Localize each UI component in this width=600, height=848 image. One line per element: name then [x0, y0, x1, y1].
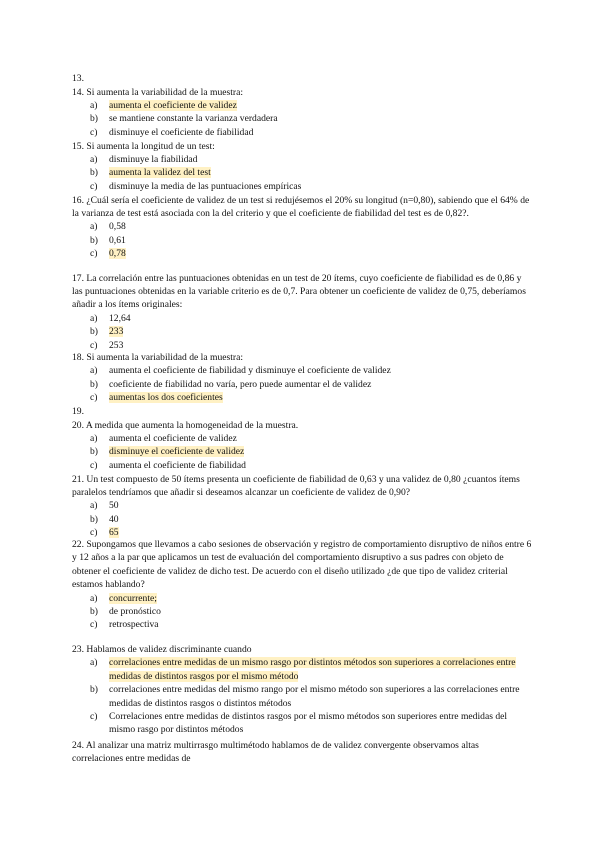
option-14-b: b) se mantiene constante la varianza verdadera	[90, 113, 278, 125]
option-20-b: b) disminuye el coeficiente de validez	[90, 446, 245, 458]
question-17	[72, 272, 532, 352]
question-18	[72, 351, 532, 418]
option-16-c: c) 0,78	[90, 248, 126, 260]
option-21-c: c) 65	[90, 527, 119, 539]
option-23-c: c) Correlaciones entre medidas de distintos rasgos por el mismo métodos son superiores entre medidas del mismo rasgo por distintos métodos	[90, 711, 508, 736]
question-21-stem: 21. Un test compuesto de 50 ítems presenta un coeficiente de fiabilidad de 0,63 y una validez de 0,80 ¿cuantos ítems paralelos tendríamos que añadir si deseamos alcanzar un coeficiente de validez de 0,90?	[72, 473, 520, 498]
question-18-stem: 18. Si aumenta la variabilidad de la muestra:	[72, 352, 244, 363]
option-17-c: c) 253	[90, 339, 124, 351]
option-18-c: c) aumentas los dos coeficientes	[90, 392, 223, 404]
option-22-b: b) de pronóstico	[90, 606, 161, 618]
option-18-b: b) coeficiente de fiabilidad no varía, pero puede aumentar el de validez	[90, 378, 372, 390]
question-19-number: 19.	[72, 405, 84, 417]
option-15-a: a) disminuye la fiabilidad	[90, 153, 198, 165]
option-23-a: a) correlaciones entre medidas de un mismo rasgo por distintos métodos son superiores a correlaciones entre medidas de distintos rasgos por el mismo método	[90, 657, 516, 682]
option-20-c: c) aumenta el coeficiente de fiabilidad	[90, 459, 246, 471]
question-13-number: 13.	[72, 73, 84, 84]
option-15-c: c) disminuye la media de las puntuaciones empíricas	[90, 180, 302, 192]
question-20-stem: 20. A medida que aumenta la homogeneidad de la muestra.	[72, 419, 299, 431]
question-16	[72, 194, 532, 261]
question-13	[72, 72, 532, 85]
question-20	[72, 419, 532, 473]
question-22	[72, 538, 532, 632]
option-21-a: a) 50	[90, 500, 119, 512]
question-14-stem: 14. Si aumenta la variabilidad de la muestra:	[72, 86, 244, 98]
question-15	[72, 140, 532, 194]
question-14	[72, 86, 532, 140]
question-24-stem: 24. Al analizar una matriz multirrasgo multimétodo hablamos de de validez convergente observamos altas correlaciones entre medidas de	[72, 740, 479, 765]
option-20-a: a) aumenta el coeficiente de validez	[90, 432, 237, 444]
question-22-stem: 22. Supongamos que llevamos a cabo sesiones de observación y registro de comportamiento disruptivo de niños entre 6 y 12 años a la par que aplicamos un test de evaluación del comportamiento disruptivo a sus padres con objeto de obtener el coeficiente de validez de dicho test. De acuerdo con el diseño utilizado ¿de que tipo de validez criterial estamos hablando?	[72, 539, 532, 591]
question-15-stem: 15. Si aumenta la longitud de un test:	[72, 140, 215, 152]
question-23-stem: 23. Hablamos de validez discriminante cuando	[72, 644, 252, 655]
option-21-b: b) 40	[90, 513, 119, 525]
question-24	[72, 739, 532, 766]
option-18-a: a) aumenta el coeficiente de fiabilidad y disminuye el coeficiente de validez	[90, 365, 391, 377]
option-15-b: b) aumenta la validez del test	[90, 167, 211, 179]
option-17-a: a) 12,64	[90, 312, 131, 324]
option-16-a: a) 0,58	[90, 221, 126, 233]
option-22-a: a) concurrente;	[90, 592, 157, 604]
option-14-c: c) disminuye el coeficiente de fiabilidad	[90, 126, 254, 138]
option-17-b: b) 233	[90, 326, 124, 338]
option-23-b: b) correlaciones entre medidas del mismo rango por el mismo método son superiores a las correlaciones entre medidas de distintos rasgos o distintos métodos	[90, 684, 520, 709]
option-14-a: a) aumenta el coeficiente de validez	[90, 99, 237, 111]
question-21	[72, 473, 532, 540]
question-17-stem: 17. La correlación entre las puntuaciones obtenidas en un test de 20 ítems, cuyo coeficiente de fiabilidad es de 0,86 y las puntuaciones obtenidas en la variable criterio es de 0,7. Para obtener un coeficiente de validez de 0,75, deberíamos añadir a los ítems originales:	[72, 272, 526, 311]
question-23	[72, 643, 532, 737]
option-22-c: c) retrospectiva	[90, 619, 159, 631]
question-16-stem: 16. ¿Cuál sería el coeficiente de validez de un test si redujésemos el 20% su longitud (n=0,80), sabiendo que el 64% de la varianza de test está asociada con la del criterio y que el coeficiente de fiabilidad del test es de 0,82?.	[72, 194, 530, 219]
option-16-b: b) 0,61	[90, 234, 126, 246]
